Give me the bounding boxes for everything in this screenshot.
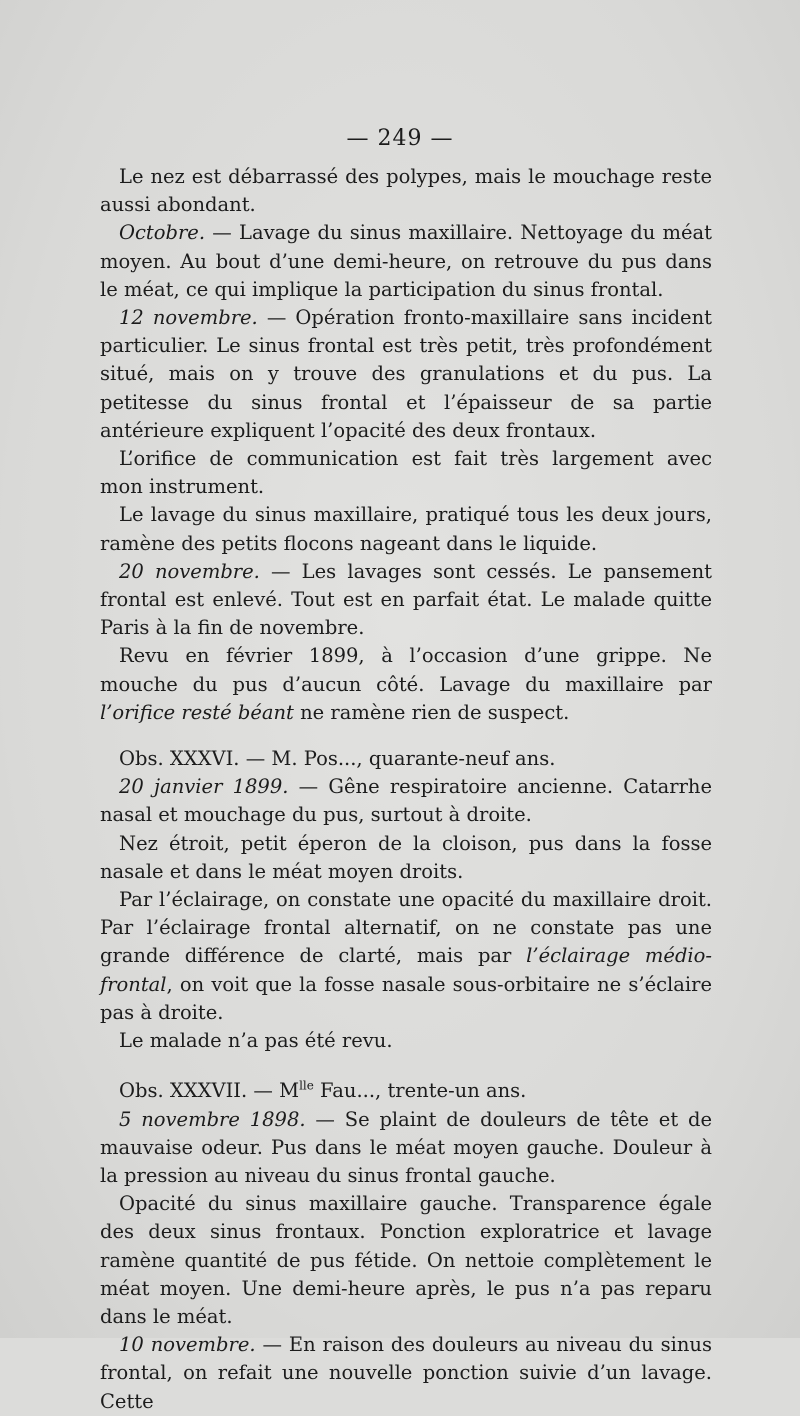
emphasis: l’orifice resté béant bbox=[100, 700, 294, 724]
paragraph: L’orifice de communication est fait très largement avec mon instrument. bbox=[100, 447, 712, 499]
date-label: 12 novembre. bbox=[119, 306, 258, 330]
paragraph: Opacité du sinus maxillaire gauche. Transparence égale des deux sinus frontaux. Ponction exploratrice et lavage ramène quantité de pus fétide. On nettoie complètement le méat moyen. Une demi-heure après, le pus n’a pas reparu dans le méat. bbox=[100, 1192, 712, 1328]
paragraph: 10 novembre. — En raison des douleurs au niveau du sinus frontal, on refait une nouvelle ponction suivie d’un lavage. Cette bbox=[100, 1333, 712, 1413]
paragraph: Octobre. — Lavage du sinus maxillaire. Nettoyage du méat moyen. Au bout d’une demi-heure, on retrouve du pus dans le méat, ce qui implique la participation du sinus frontal. bbox=[100, 221, 712, 301]
emphasis: l’éclairage médio-frontal bbox=[100, 944, 712, 996]
date-label: 20 janvier 1899. bbox=[119, 775, 289, 799]
date-label: 20 novembre. bbox=[119, 559, 260, 583]
body-text bbox=[100, 163, 712, 1416]
paragraph: Nez étroit, petit éperon de la cloison, pus dans la fosse nasale et dans le méat moyen droits. bbox=[100, 831, 712, 883]
paragraph: 5 novembre 1898. — Se plaint de douleurs de tête et de mauvaise odeur. Pus dans le méat moyen gauche. Douleur à la pression au niveau du sinus frontal gauche. bbox=[100, 1107, 712, 1187]
date-label: Octobre. bbox=[119, 221, 206, 245]
paragraph: 12 novembre. — Opération fronto-maxillaire sans incident particulier. Le sinus frontal est très petit, très profondément situé, mais on y trouve des granulations et du pus. La petitesse du sinus frontal et l’épaisseur de sa partie antérieure expliquent l’opacité des deux frontaux. bbox=[100, 306, 712, 442]
paragraph: 20 janvier 1899. — Gêne respiratoire ancienne. Catarrhe nasal et mouchage du pus, surtout à droite. bbox=[100, 775, 713, 827]
observation-heading: Obs. XXXVII. — $M^{lle}$ Fau..., trente-un ans. bbox=[119, 1078, 527, 1103]
spacer bbox=[100, 727, 712, 745]
date-label: 10 novembre. bbox=[119, 1333, 256, 1357]
observation-heading: Obs. XXXVI. — M. Pos..., quarante-neuf ans. bbox=[119, 747, 556, 771]
paragraph: Le malade n’a pas été revu. bbox=[119, 1029, 393, 1053]
page-number: — 249 — bbox=[346, 126, 454, 151]
paragraph: Le lavage du sinus maxillaire, pratiqué tous les deux jours, ramène des petits flocons nageant dans le liquide. bbox=[100, 503, 712, 555]
paragraph: Par l’éclairage, on constate une opacité du maxillaire droit. Par l’éclairage frontal alternatif, on ne constate pas une grande différence de clarté, mais par l’éclairage médio-frontal, on voit que la fosse nasale sous-orbitaire ne s’éclaire pas à droite. bbox=[100, 888, 712, 1024]
spacer bbox=[100, 1055, 712, 1077]
date-label: 5 novembre 1898. bbox=[119, 1107, 306, 1131]
paragraph: Revu en février 1899, à l’occasion d’une grippe. Ne mouche du pus d’aucun côté. Lavage du maxillaire par l’orifice resté béant ne ramène rien de suspect. bbox=[100, 644, 712, 724]
paragraph: 20 novembre. — Les lavages sont cessés. Le pansement frontal est enlevé. Tout est en parfait état. Le malade quitte Paris à la fin de novembre. bbox=[100, 559, 712, 640]
paragraph: Le nez est débarrassé des polypes, mais le mouchage reste aussi abondant. bbox=[100, 165, 712, 217]
